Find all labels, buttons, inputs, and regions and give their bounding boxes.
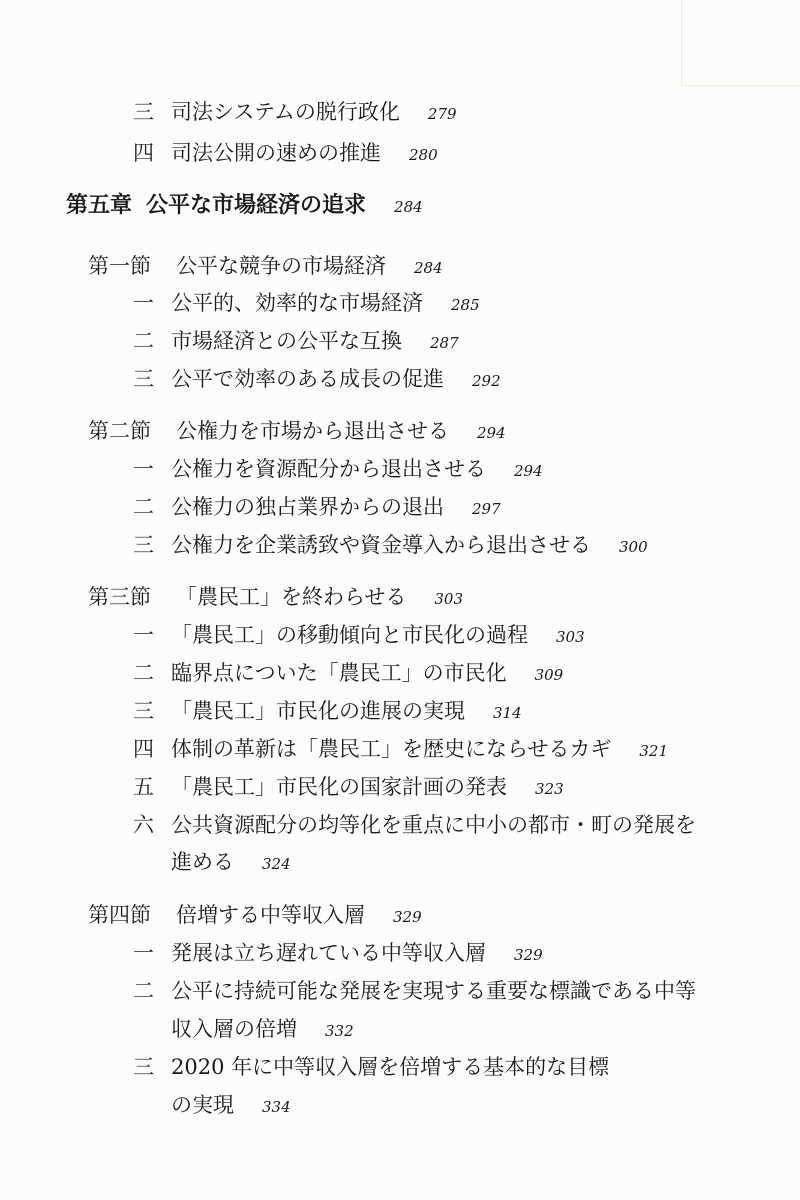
- toc-item[interactable]: [133, 133, 438, 173]
- section-title: 倍増する中等収入層: [176, 903, 365, 927]
- page-number: 324: [262, 855, 291, 873]
- toc-item[interactable]: [133, 615, 585, 655]
- item-number: 五: [133, 775, 154, 799]
- section-heading[interactable]: [88, 411, 506, 451]
- item-number: 三: [133, 533, 154, 557]
- toc-item-continuation[interactable]: [171, 1085, 291, 1125]
- item-number: 三: [133, 100, 154, 124]
- item-number: 四: [133, 737, 154, 761]
- toc-item[interactable]: [133, 487, 501, 527]
- section-heading[interactable]: [88, 246, 443, 286]
- item-title-continued: 収入層の倍増: [171, 1017, 297, 1041]
- section-label: 第二節: [88, 419, 151, 443]
- page-number: 300: [619, 538, 648, 556]
- item-number: 四: [133, 141, 154, 165]
- toc-item[interactable]: [133, 92, 457, 132]
- toc-item[interactable]: [133, 971, 696, 1011]
- toc-item[interactable]: [133, 321, 459, 361]
- page-number: 303: [434, 590, 464, 608]
- item-number: 二: [133, 661, 154, 685]
- item-number: 一: [133, 291, 154, 315]
- item-title: 公共資源配分の均等化を重点に中小の都市・町の発展を: [171, 813, 696, 837]
- section-heading[interactable]: [88, 895, 422, 935]
- item-title: 公権力を企業誘致や資金導入から退出させる: [171, 533, 591, 557]
- section-title: 「農民工」を終わらせる: [176, 585, 407, 609]
- item-title: 公権力の独占業界からの退出: [171, 495, 444, 519]
- item-title: 「農民工」市民化の進展の実現: [171, 699, 465, 723]
- item-number: 一: [133, 457, 154, 481]
- item-title: 公権力を資源配分から退出させる: [171, 457, 486, 481]
- page-number: 314: [493, 704, 522, 722]
- toc-item-continuation[interactable]: [171, 1009, 354, 1049]
- page-number: 332: [325, 1022, 354, 1040]
- page-number: 294: [514, 462, 543, 480]
- item-number: 三: [133, 699, 154, 723]
- page-number: 323: [535, 780, 564, 798]
- item-number: 六: [133, 813, 154, 837]
- item-title: 司法システムの脱行政化: [171, 100, 400, 124]
- item-number: 三: [133, 1055, 154, 1079]
- page-number: 309: [534, 666, 564, 684]
- item-title-continued: 進める: [171, 850, 234, 874]
- toc-item[interactable]: [133, 359, 501, 399]
- item-title: 公平で効率のある成長の促進: [171, 367, 444, 391]
- toc-item[interactable]: [133, 283, 480, 323]
- toc-item[interactable]: [133, 691, 522, 731]
- page-number: 321: [639, 742, 669, 760]
- section-label: 第一節: [88, 254, 151, 278]
- page-number: 284: [414, 259, 443, 277]
- page-number: 303: [556, 628, 585, 646]
- item-title-continued: の実現: [171, 1093, 234, 1117]
- section-label: 第四節: [88, 903, 151, 927]
- item-number: 二: [133, 979, 154, 1003]
- section-label: 第三節: [88, 585, 151, 609]
- item-number: 一: [133, 941, 154, 965]
- item-title: 臨界点についた「農民工」の市民化: [171, 661, 507, 685]
- page-edge-mark: [681, 0, 800, 86]
- item-title: 市場経済との公平な互換: [171, 329, 402, 353]
- page-number: 285: [451, 296, 480, 314]
- page-number: 329: [393, 908, 422, 926]
- page-number: 280: [409, 146, 438, 164]
- toc-item[interactable]: [133, 933, 543, 973]
- toc-item[interactable]: [133, 729, 668, 769]
- toc-item-continuation[interactable]: [171, 842, 291, 882]
- item-title: 公平的、効率的な市場経済: [171, 291, 423, 315]
- page-number: 297: [472, 500, 501, 518]
- toc-item[interactable]: [133, 767, 564, 807]
- section-title: 公権力を市場から退出させる: [176, 419, 449, 443]
- item-title: 発展は立ち遅れている中等収入層: [171, 941, 486, 965]
- page-number: 294: [477, 424, 506, 442]
- section-title: 公平な競争の市場経済: [176, 254, 386, 278]
- page-number: 292: [472, 372, 501, 390]
- chapter-heading[interactable]: [66, 186, 423, 226]
- item-title: 司法公開の速めの推進: [171, 141, 381, 165]
- item-title: 体制の革新は「農民工」を歴史にならせるカギ: [171, 737, 612, 761]
- item-number: 二: [133, 495, 154, 519]
- chapter-title: 公平な市場経済の追求: [146, 193, 367, 218]
- item-title: 公平に持続可能な発展を実現する重要な標識である中等: [171, 979, 696, 1003]
- item-title: 「農民工」市民化の国家計画の発表: [171, 775, 507, 799]
- toc-item[interactable]: [133, 1047, 609, 1087]
- toc-item[interactable]: [133, 805, 696, 845]
- item-number: 一: [133, 623, 154, 647]
- toc-item[interactable]: [133, 449, 543, 489]
- item-number: 三: [133, 367, 154, 391]
- page-number: 279: [427, 105, 457, 123]
- page-number: 284: [394, 198, 423, 216]
- item-number: 二: [133, 329, 154, 353]
- toc-item[interactable]: [133, 525, 648, 565]
- item-title: 2020 年に中等収入層を倍増する基本的な目標: [171, 1055, 610, 1079]
- toc-item[interactable]: [133, 653, 563, 693]
- item-title: 「農民工」の移動傾向と市民化の過程: [171, 623, 528, 647]
- page-number: 329: [514, 946, 543, 964]
- chapter-label: 第五章: [66, 193, 133, 218]
- page-number: 334: [262, 1098, 291, 1116]
- page-number: 287: [430, 334, 459, 352]
- section-heading[interactable]: [88, 577, 463, 617]
